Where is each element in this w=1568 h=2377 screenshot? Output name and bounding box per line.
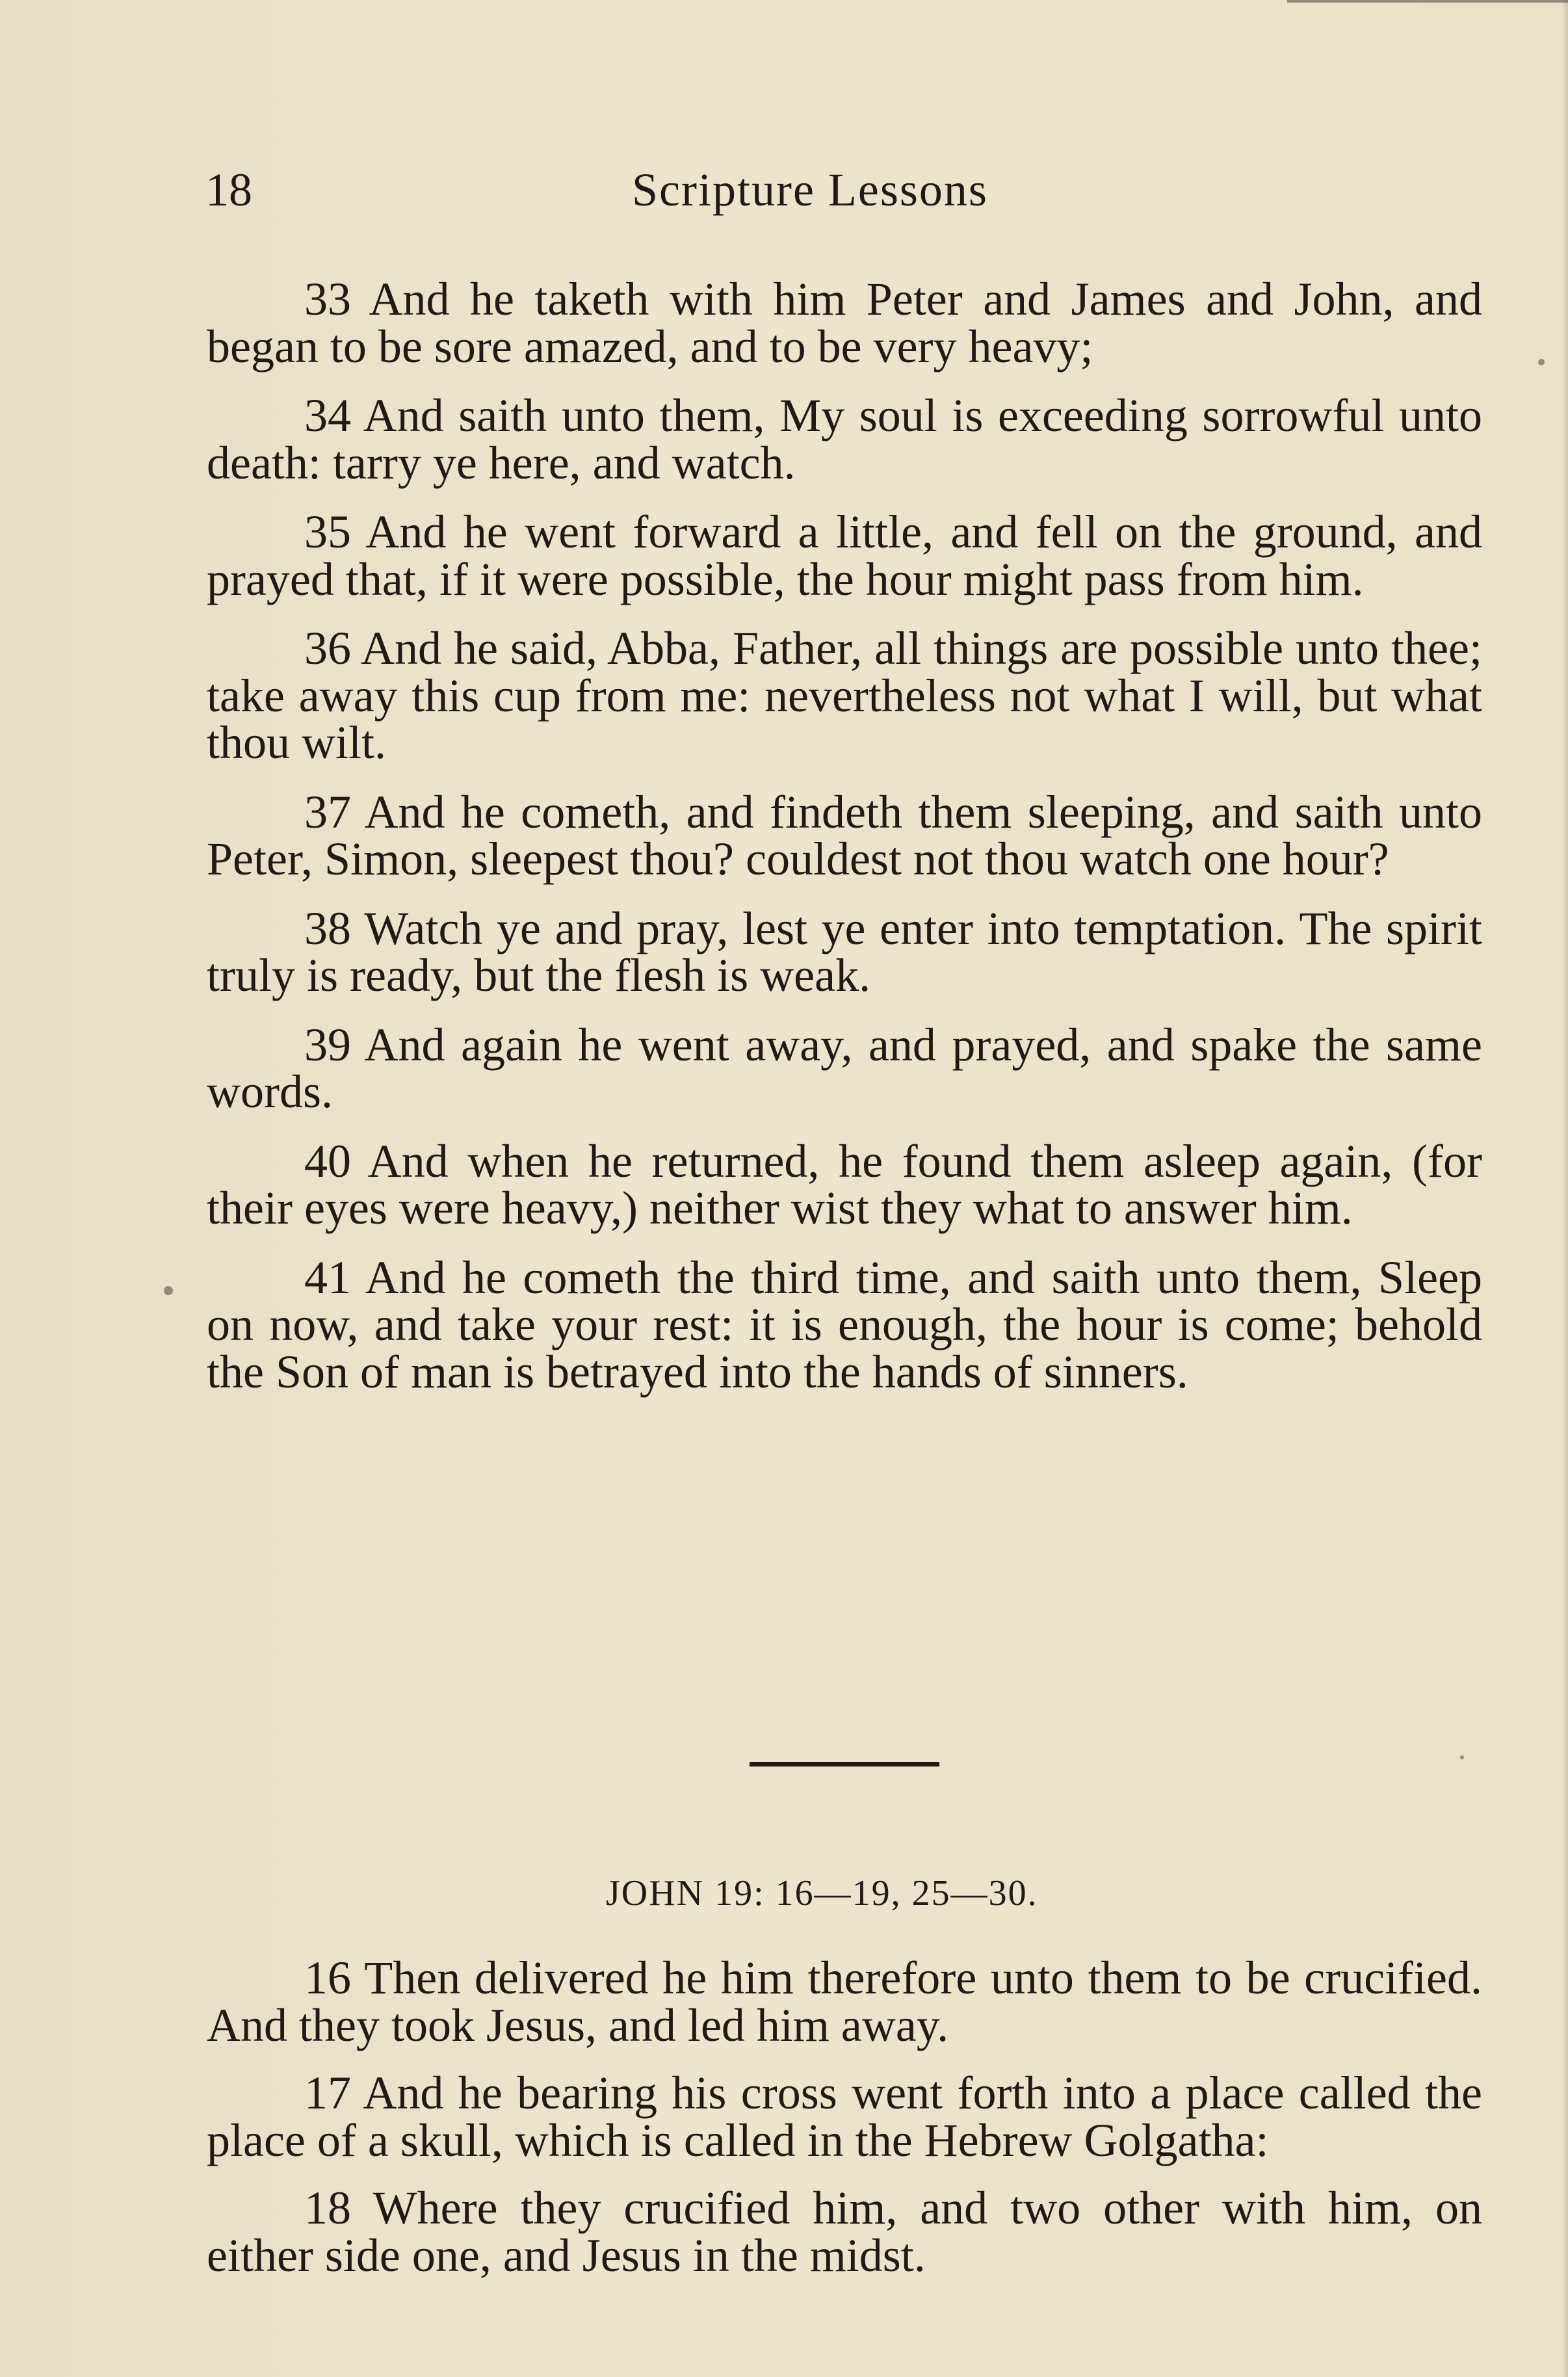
verse-37: 37 And he cometh, and findeth them sleeping, and saith unto Peter, Simon, sleepest thou? couldest not thou watch one hour? [207, 785, 1482, 885]
section-divider [750, 1762, 939, 1766]
verse-17: 17 And he bearing his cross went forth into a place called the place of a skull, which is called in the Hebrew Golgatha: [207, 2067, 1482, 2166]
verse-33: 33 And he taketh with him Peter and James and John, and began to be sore amazed, and to be very heavy; [207, 273, 1482, 373]
verse-41: 41 And he cometh the third time, and saith unto them, Sleep on now, and take your rest: it is enough, the hour is come; behold the Son of man is betrayed into the hands of sinners. [207, 1251, 1482, 1398]
ink-speck [164, 1286, 173, 1295]
verse-38: 38 Watch ye and pray, lest ye enter into temptation. The spirit truly is ready, but the flesh is weak. [207, 902, 1482, 1001]
verse-35: 35 And he went forward a little, and fell on the ground, and prayed that, if it were possible, the hour might pass from him. [207, 506, 1482, 605]
verse-34: 34 And saith unto them, My soul is exceeding sorrowful unto death: tarry ye here, and watch. [207, 389, 1482, 489]
verse-16: 16 Then delivered he him therefore unto them to be crucified. And they took Jesus, and led him away. [207, 1952, 1482, 2051]
running-head: Scripture Lessons [632, 164, 988, 216]
ink-speck [1460, 1755, 1464, 1759]
verse-36: 36 And he said, Abba, Father, all things are possible unto thee; take away this cup from me: nevertheless not what I will, but what thou wilt. [207, 622, 1482, 768]
verse-39: 39 And again he went away, and prayed, and spake the same words. [207, 1018, 1482, 1118]
page-edge-shadow [1561, 0, 1568, 2377]
verse-40: 40 And when he returned, he found them asleep again, (for their eyes were heavy,) neither wist they what to answer him. [207, 1135, 1482, 1234]
page-number: 18 [205, 164, 252, 216]
ink-speck [1538, 359, 1545, 365]
scripture-reference-heading: JOHN 19: 16—19, 25—30. [606, 1873, 1038, 1913]
john-passage [207, 1954, 1482, 2300]
verse-18: 18 Where they crucified him, and two other with him, on either side one, and Jesus in the midst. [207, 2182, 1482, 2281]
top-edge-rule [1287, 0, 1568, 3]
mark-passage [207, 273, 1482, 1417]
